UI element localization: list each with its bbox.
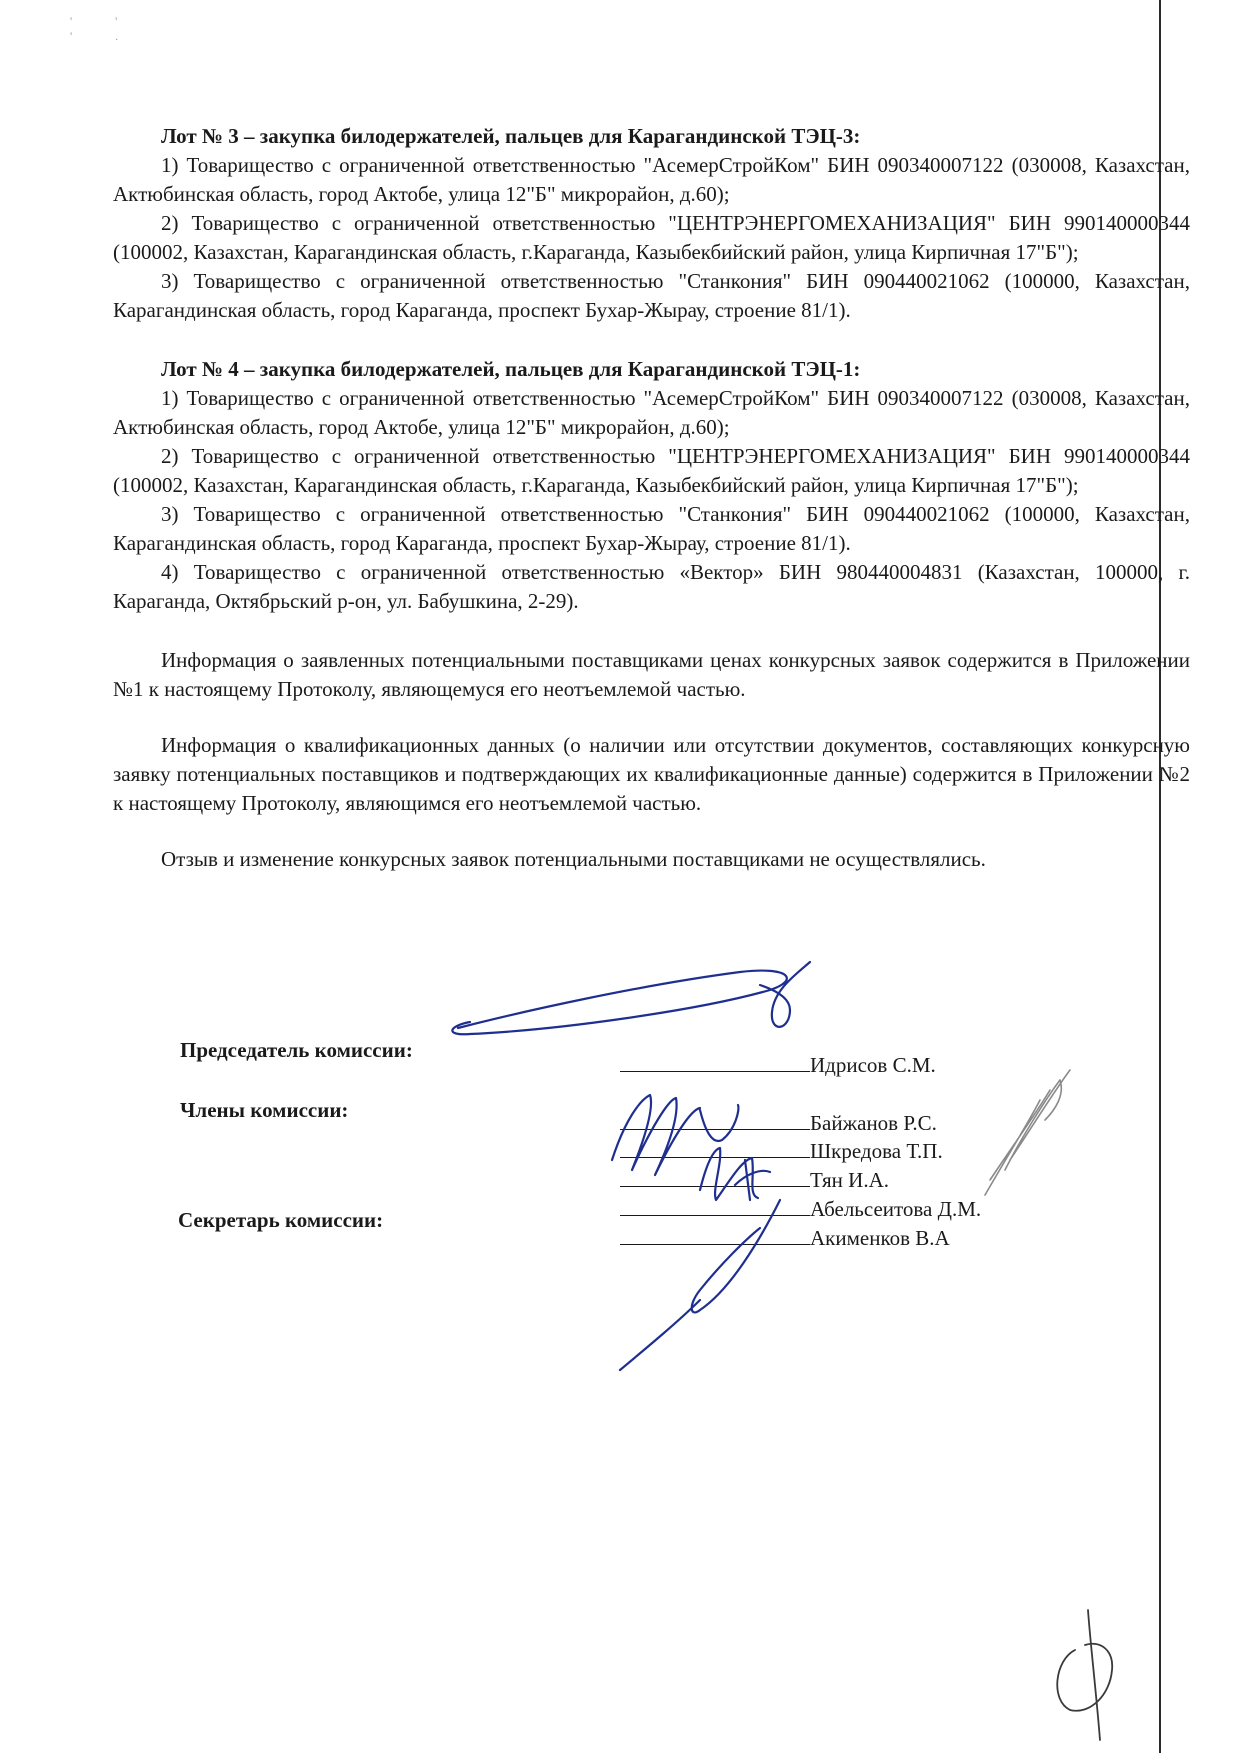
lot-4-item: 1) Товарищество с ограниченной ответственностью "АсемерСтройКом" БИН 090340007122 (030008, Казахстан, Актюбинская область, город Актобе, улица 12"Б" микрорайон, д.60); (113, 386, 1190, 439)
signatory-name: Идрисов С.М. (810, 1053, 936, 1077)
lot-3-item: 3) Товарищество с ограниченной ответственностью "Станкония" БИН 090440021062 (100000, Казахстан, Карагандинская область, город Караганда, проспект Бухар-Жырау, строение 81/1). (113, 269, 1190, 322)
signatory-name: Шкредова Т.П. (810, 1139, 943, 1163)
signature-row-member (620, 1139, 943, 1164)
signature-line (620, 1053, 810, 1072)
signature-row-chairman (620, 1053, 936, 1078)
lot-4-item: 2) Товарищество с ограниченной ответственностью "ЦЕНТРЭНЕРГОМЕХАНИЗАЦИЯ" БИН 990140000344 (100002, Казахстан, Карагандинская область, г.Караганда, Казыбекбийский район, улица Кирпичная 17"Б"); (113, 444, 1190, 497)
withdrawal-note-paragraph: Отзыв и изменение конкурсных заявок потенциальными поставщиками не осуществлялись. (161, 847, 986, 871)
members-label: Члены комиссии: (180, 1098, 349, 1122)
signature-line (620, 1226, 810, 1245)
signatory-name: Байжанов Р.С. (810, 1111, 937, 1135)
signature-line (620, 1111, 810, 1130)
signature-row-member (620, 1111, 937, 1136)
prices-info-paragraph: Информация о заявленных потенциальными поставщиками ценах конкурсных заявок содержится в Приложении №1 к настоящему Протоколу, являющемуся его неотъемлемой частью. (113, 648, 1190, 701)
scan-specks: ' ' ' . (70, 14, 139, 43)
chairman-label: Председатель комиссии: (180, 1038, 413, 1062)
signature-line (620, 1197, 810, 1216)
signatory-name: Тян И.А. (810, 1168, 890, 1192)
lot-3-item: 2) Товарищество с ограниченной ответственностью "ЦЕНТРЭНЕРГОМЕХАНИЗАЦИЯ" БИН 990140000344 (100002, Казахстан, Карагандинская область, г.Караганда, Казыбекбийский район, улица Кирпичная 17"Б"); (113, 211, 1190, 264)
lot-4-item: 3) Товарищество с ограниченной ответственностью "Станкония" БИН 090440021062 (100000, Казахстан, Карагандинская область, город Караганда, проспект Бухар-Жырау, строение 81/1). (113, 502, 1190, 555)
signature-row-secretary (620, 1226, 950, 1251)
lot-4-item: 4) Товарищество с ограниченной ответственностью «Вектор» БИН 980440004831 (Казахстан, 100000, г. Караганда, Октябрьский р-он, ул. Бабушкина, 2-29). (113, 560, 1190, 613)
lot-4-title: Лот № 4 – закупка билодержателей, пальцев для Карагандинской ТЭЦ-1: (161, 357, 861, 381)
qualification-info-paragraph: Информация о квалификационных данных (о наличии или отсутствии документов, составляющих конкурсную заявку потенциальных поставщиков и подтверждающих их квалификационные данные) содержится в Приложении №2 к настоящему Протоколу, являющимся его неотъемлемой частью. (113, 733, 1190, 815)
signatory-name: Абельсеитова Д.М. (810, 1197, 982, 1221)
signature-row-member (620, 1168, 889, 1193)
signature-line (620, 1139, 810, 1158)
secretary-label: Секретарь комиссии: (178, 1208, 384, 1232)
signature-line (620, 1168, 810, 1187)
lot-3-item: 1) Товарищество с ограниченной ответственностью "АсемерСтройКом" БИН 090340007122 (030008, Казахстан, Актюбинская область, город Актобе, улица 12"Б" микрорайон, д.60); (113, 153, 1190, 206)
lot-3-title: Лот № 3 – закупка билодержателей, пальцев для Карагандинской ТЭЦ-3: (161, 124, 861, 148)
signature-row-member (620, 1197, 981, 1222)
signatory-name: Акименков В.А (810, 1226, 950, 1250)
